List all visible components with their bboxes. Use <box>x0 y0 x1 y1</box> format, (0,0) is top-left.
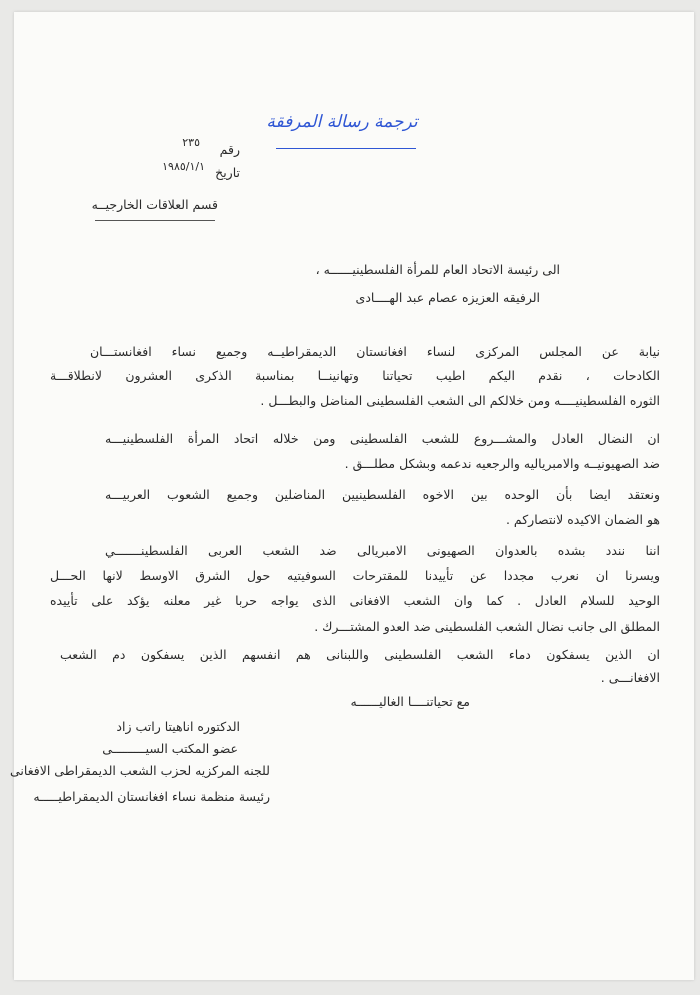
closing: مع تحياتنــــا الغاليــــــه <box>350 694 470 709</box>
body-line: اننا نندد بشده بالعدوان الصهيونى الامبريالى ضد الشعب العربى الفلسطينـــــــي <box>105 543 660 558</box>
handwritten-title: ترجمة رسالة المرفقة <box>266 112 418 132</box>
body-line: ان الذين يسفكون دماء الشعب الفلسطينى واللبنانى هم انفسهم الذين يسفكون دم الشعب <box>60 647 660 662</box>
date-value: ١٩٨٥/١/١ <box>162 160 205 173</box>
number-label: رقم <box>219 142 240 157</box>
body-line: نيابة عن المجلس المركزى لنساء افغانستان الديمقراطيــه وجميع نساء افغانستـــان <box>90 344 660 359</box>
body-line: ضد الصهيونيــه والامبرياليه والرجعيه ندعمه وبشكل مطلـــق . <box>344 456 660 471</box>
body-line: الكادحات ، نقدم اليكم اطيب تحياتنا وتهانينــا بمناسبة الذكرى العشرون لانطلاقـــة <box>50 368 660 383</box>
number-value: ٢٣٥ <box>182 136 200 149</box>
department-underline <box>95 220 215 221</box>
body-line: ونعتقد ايضا بأن الوحده بين الاخوه الفلسطينيين المناضلين وجميع الشعوب العربيـــه <box>105 487 660 502</box>
addressee-line-1: الى رئيسة الاتحاد العام للمرأة الفلسطينيــــــه ، <box>315 262 560 277</box>
body-line: الثوره الفلسطينيــــه ومن خلالكم الى الشعب الفلسطينى المناضل والبطـــل . <box>260 393 660 408</box>
body-line: المطلق الى جانب نضال الشعب الفلسطينى ضد العدو المشتـــرك . <box>314 619 660 634</box>
body-line: الوحيد للسلام العادل . كما وان الشعب الافغانى الذى يواجه حربا غير معلنه يؤكد على تأييده <box>50 593 660 608</box>
signature-line: الدكتوره اناهيتا راتب زاد <box>116 719 240 734</box>
body-line: ان النضال العادل والمشـــروع للشعب الفلسطينى ومن خلاله اتحاد المرأة الفلسطينيـــه <box>105 431 660 446</box>
addressee-line-2: الرفيقه العزيزه عصام عبد الهــــادى <box>355 290 540 305</box>
signature-line: للجنه المركزيه لحزب الشعب الديمقراطى الافغانى <box>10 763 270 778</box>
date-label: تاريخ <box>215 165 240 180</box>
body-line: ويسرنا ان نعرب مجددا عن تأييدنا للمقترحات السوفيتيه حول الشرق الاوسط لانها الحـــل <box>50 568 660 583</box>
title-underline <box>276 148 416 149</box>
department: قسم العلاقات الخارجيــه <box>91 197 218 212</box>
body-line: هو الضمان الاكيده لانتصاركم . <box>505 512 660 527</box>
body-line: الافغانـــى . <box>600 670 660 685</box>
signature-line: عضو المكتب السيـــــــــى <box>102 741 238 756</box>
signature-line: رئيسة منظمة نساء افغانستان الديمقراطيـــــه <box>33 789 270 804</box>
